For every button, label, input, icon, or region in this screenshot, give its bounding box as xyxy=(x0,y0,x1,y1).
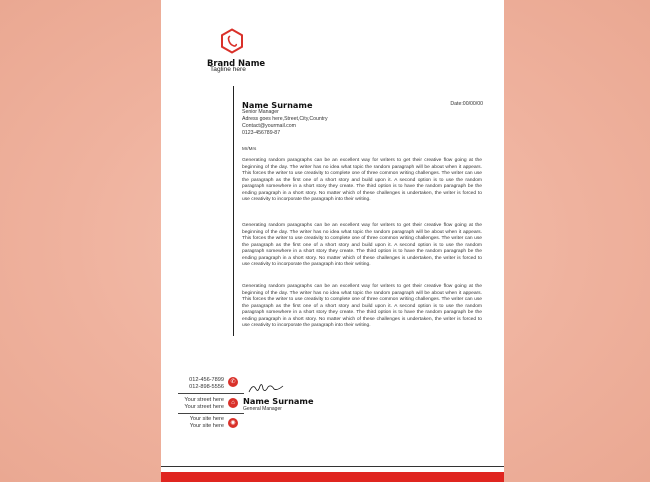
signature-icon xyxy=(247,380,287,396)
footer-site-2: Your site here xyxy=(189,423,224,429)
salutation: Mr/Mrs xyxy=(242,146,257,151)
footer-street-2: Your street here xyxy=(184,404,224,410)
brand-name: Brand Name xyxy=(207,58,266,68)
bottom-rule xyxy=(161,466,504,467)
body-paragraph: Generating random paragraphs can be an excellent way for writers to get their creative flow going at the beginning of the day. The writer has no idea what topic the random paragraph will be about when it appears. This forces the writer to use creativity to complete one of three common writing challenges. The writer can use the paragraph as the first one of a short story and build upon it. A second option is to use the random paragraph somewhere in a short story they create. The third option is to have the random paragraph be the ending paragraph in a short story. No matter which of these challenges is undertaken, the writer is forced to use creativity to incorporate the paragraph into their writing. xyxy=(242,158,482,202)
vertical-divider xyxy=(233,86,234,336)
bottom-accent-bar xyxy=(161,472,504,482)
sender-title: Senior Manager xyxy=(242,109,279,115)
letterhead-page xyxy=(161,0,504,482)
phone-hexagon-icon xyxy=(220,28,244,54)
home-icon: ⌂ xyxy=(228,398,238,408)
sender-address: Adress goes here,Street,City,Country xyxy=(242,116,328,122)
footer-divider xyxy=(178,393,244,394)
sender-phone: 0123-456789-87 xyxy=(242,130,281,136)
footer-phone-1: 012-456-7899 xyxy=(189,377,224,383)
signer-name: Name Surname xyxy=(243,396,314,406)
body-paragraph: Generating random paragraphs can be an excellent way for writers to get their creative flow going at the beginning of the day. The writer has no idea what topic the random paragraph will be about when it appears. This forces the writer to use creativity to complete one of three common writing challenges. The writer can use the paragraph as the first one of a short story and build upon it. A second option is to use the random paragraph somewhere in a short story they create. The third option is to have the random paragraph be the ending paragraph in a short story. No matter which of these challenges is undertaken, the writer is forced to use creativity to incorporate the paragraph into their writing. xyxy=(242,284,482,328)
signer-role: General Manager xyxy=(243,406,282,412)
sender-name: Name Surname xyxy=(242,100,313,110)
body-paragraph: Generating random paragraphs can be an excellent way for writers to get their creative flow going at the beginning of the day. The writer has no idea what topic the random paragraph will be about when it appears. This forces the writer to use creativity to complete one of three common writing challenges. The writer can use the paragraph as the first one of a short story and build upon it. A second option is to use the random paragraph somewhere in a short story they create. The third option is to have the random paragraph be the ending paragraph in a short story. No matter which of these challenges is undertaken, the writer is forced to use creativity to incorporate the paragraph into their writing. xyxy=(242,223,482,267)
globe-icon: ◉ xyxy=(228,418,238,428)
phone-icon: ✆ xyxy=(228,377,238,387)
sender-email: Contact@yourmail.com xyxy=(242,123,296,129)
footer-site-1: Your site here xyxy=(189,416,224,422)
letter-date: Date:00/00/00 xyxy=(450,101,483,107)
footer-divider xyxy=(178,413,244,414)
footer-street-1: Your street here xyxy=(184,397,224,403)
brand-tagline: Tagline here xyxy=(210,66,246,73)
footer-phone-2: 012-898-5556 xyxy=(189,384,224,390)
